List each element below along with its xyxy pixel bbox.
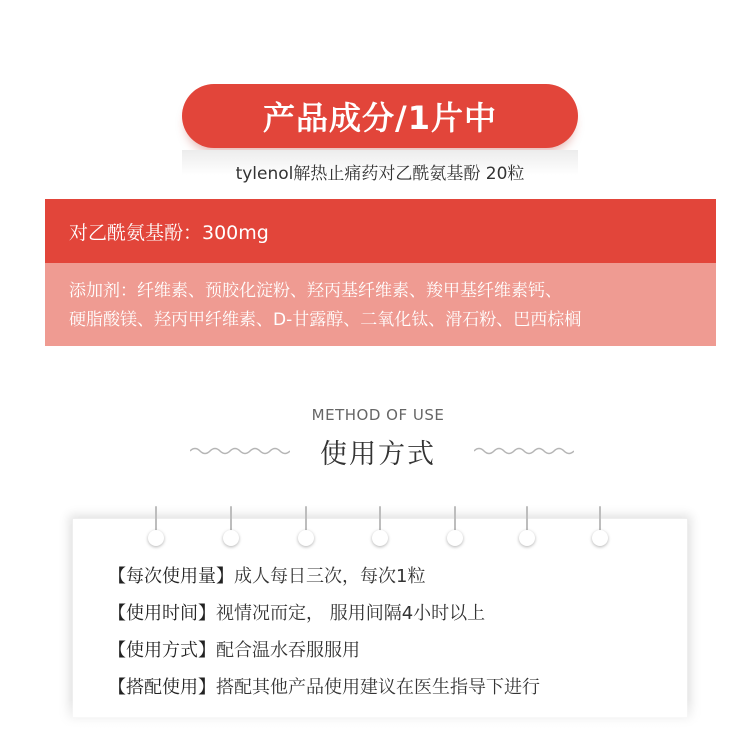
binder-ring-icon <box>148 506 164 546</box>
usage-value: 搭配其他产品使用建议在医生指导下进行 <box>216 677 540 698</box>
additives-line-2: 硬脂酸镁、羟丙甲纤维素、D-甘露醇、二氧化钛、滑石粉、巴西棕榈 <box>69 310 582 330</box>
binder-ring-icon <box>298 506 314 546</box>
usage-value: 配合温水吞服服用 <box>216 640 360 661</box>
binder-ring-icon <box>592 506 608 546</box>
usage-item-time <box>108 599 668 636</box>
additives-line-1: 添加剂：纤维素、预胶化淀粉、羟丙基纤维素、羧甲基纤维素钙、 <box>69 281 562 301</box>
bottom-fade <box>0 700 756 756</box>
usage-item-dose <box>108 562 668 599</box>
section-title: 产品成分/1片中 <box>263 99 497 137</box>
method-heading-cn: 使用方式 <box>320 439 436 470</box>
wave-divider-right <box>474 445 574 457</box>
product-name: tylenol解热止痛药对乙酰氨基酚 20粒 <box>182 150 578 192</box>
usage-value: 视情况而定， 服用间隔4小时以上 <box>216 603 486 624</box>
usage-key: 【使用方式】 <box>108 640 216 661</box>
section-title-pill <box>182 84 578 148</box>
usage-value: 成人每日三次，每次1粒 <box>234 566 426 587</box>
usage-key: 【每次使用量】 <box>108 566 234 587</box>
additives-block <box>45 263 716 346</box>
binder-ring-icon <box>372 506 388 546</box>
usage-list <box>108 562 668 710</box>
usage-item-method <box>108 636 668 673</box>
usage-key: 【使用时间】 <box>108 603 216 624</box>
method-heading-en: METHOD OF USE <box>311 406 445 424</box>
binder-ring-icon <box>519 506 535 546</box>
binder-ring-icon <box>447 506 463 546</box>
binder-ring-icon <box>223 506 239 546</box>
main-ingredient: 对乙酰氨基酚：300mg <box>45 199 716 263</box>
usage-key: 【搭配使用】 <box>108 677 216 698</box>
